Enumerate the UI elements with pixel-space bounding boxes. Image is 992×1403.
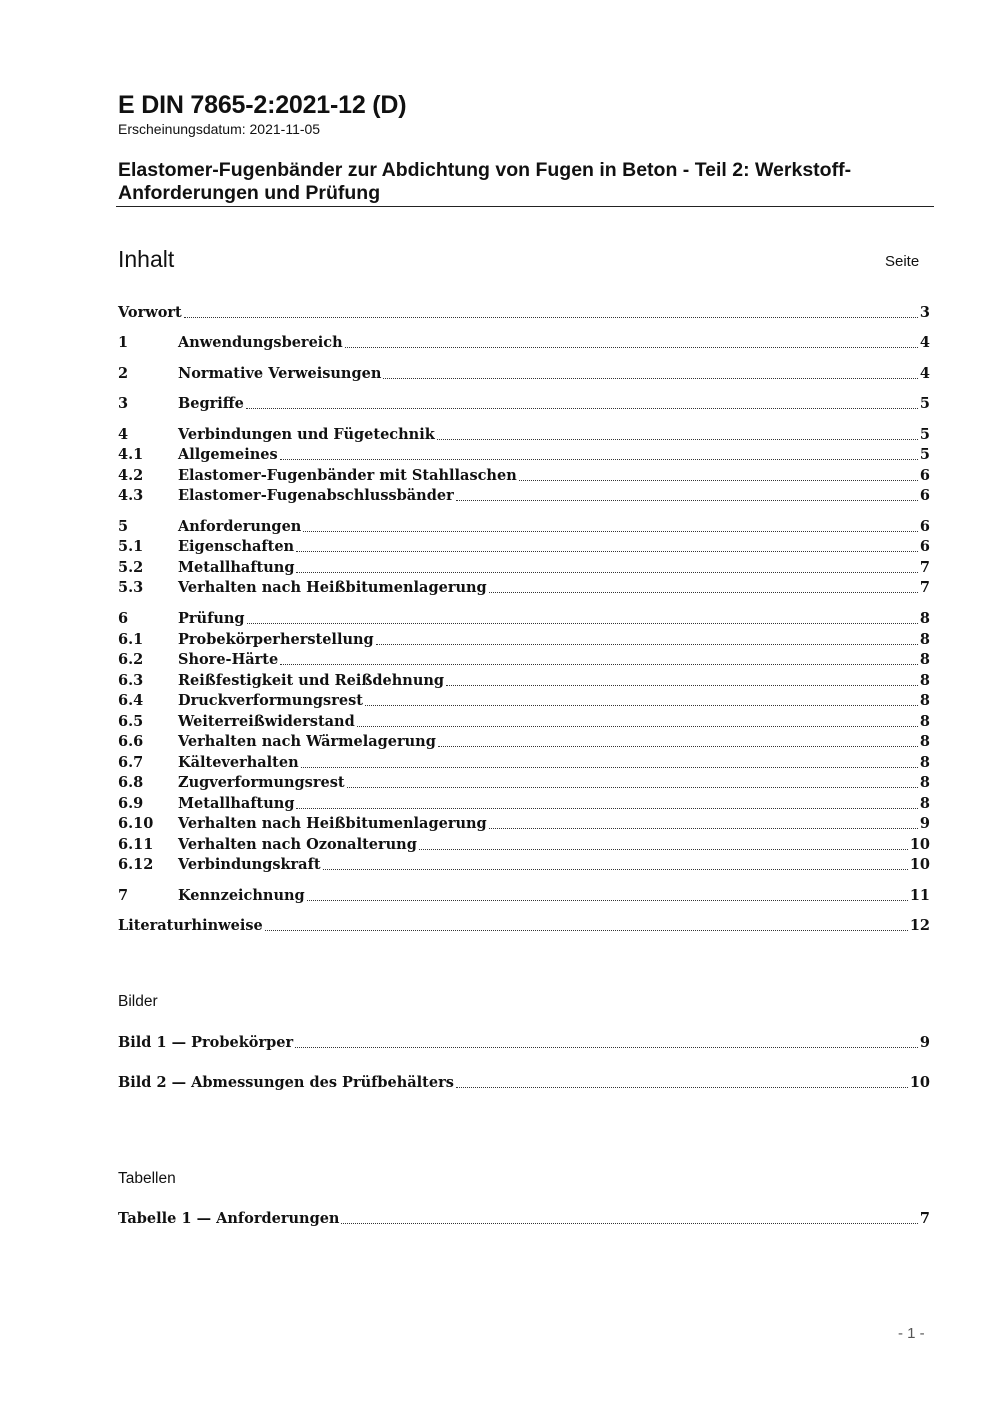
dot-leader [296,807,917,809]
toc-entry-page: 8 [919,733,930,750]
toc-entry-title: Verbindungen und Fügetechnik [178,426,435,443]
toc-entry-number: 6.3 [118,672,144,689]
toc-entry-6-9[interactable] [118,793,930,813]
table-entry-1[interactable] [118,1208,930,1228]
toc-entry-6-7[interactable] [118,752,930,772]
toc-entry-title: Eigenschaften [178,538,295,555]
figures-heading: Bilder [118,993,158,1010]
toc-entry-6-10[interactable] [118,813,930,833]
toc-entry-page: 6 [919,518,930,535]
dot-leader [296,571,917,573]
toc-entry-literaturhinweise[interactable] [118,915,930,935]
toc-entry-page: 8 [919,631,930,648]
toc-entry-number: 5 [118,518,129,535]
toc-entry-page: 10 [909,856,930,873]
title-divider [116,206,934,207]
toc-entry-title: Verhalten nach Heißbitumenlagerung [178,815,487,832]
dot-leader [246,407,918,409]
table-entry-page: 7 [919,1210,930,1227]
toc-entry-title: Druckverformungsrest [178,692,363,709]
dot-leader [341,1222,917,1224]
toc-heading: Inhalt [118,246,175,272]
toc-entry-title: Prüfung [178,610,245,627]
toc-entry-title: Anwendungsbereich [178,334,343,351]
dot-leader [307,899,908,901]
figure-entry-2[interactable] [118,1072,930,1092]
figure-entry-title: Bild 2 — Abmessungen des Prüfbehälters [118,1074,454,1091]
figure-entry-title: Bild 1 — Probekörper [118,1034,294,1051]
dot-leader [365,704,918,706]
dot-leader [383,377,918,379]
toc-entry-number: 6 [118,610,129,627]
toc-entry-5-1[interactable] [118,536,930,556]
toc-entry-title: Normative Verweisungen [178,365,382,382]
tables-heading: Tabellen [118,1170,176,1187]
toc-entry-page: 9 [919,815,930,832]
dot-leader [456,1086,908,1088]
toc-entry-title: Verhalten nach Heißbitumenlagerung [178,579,487,596]
toc-entry-6-8[interactable] [118,772,930,792]
toc-entry-page: 8 [919,795,930,812]
toc-entry-1[interactable] [118,332,930,352]
toc-entry-page: 5 [919,395,930,412]
publication-date: Erscheinungsdatum: 2021-11-05 [118,121,321,137]
toc-entry-title: Kälteverhalten [178,754,299,771]
toc-entry-page: 8 [919,774,930,791]
toc-entry-number: 6.6 [118,733,144,750]
toc-entry-number: 6.5 [118,713,144,730]
toc-entry-page: 8 [919,610,930,627]
toc-entry-page: 8 [919,651,930,668]
toc-entry-title: Vorwort [118,304,182,321]
toc-entry-page: 7 [919,579,930,596]
toc-entry-number: 6.12 [118,856,154,873]
toc-entry-number: 4.3 [118,487,144,504]
toc-entry-number: 1 [118,334,129,351]
page-number: - 1 - [898,1325,925,1342]
toc-entry-number: 6.7 [118,754,144,771]
toc-entry-4[interactable] [118,424,930,444]
dot-leader [265,929,908,931]
toc-entry-6-4[interactable] [118,690,930,710]
toc-entry-title: Elastomer-Fugenabschlussbänder [178,487,454,504]
toc-entry-title: Begriffe [178,395,244,412]
toc-entry-number: 5.1 [118,538,144,555]
document-title: Elastomer-Fugenbänder zur Abdichtung von Fugen in Beton - Teil 2: Werkstoff-Anforderungen und Prüfung [118,159,852,204]
toc-entry-6-12[interactable] [118,854,930,874]
toc-entry-title: Shore-Härte [178,651,279,668]
toc-entry-page: 5 [919,426,930,443]
toc-entry-5-3[interactable] [118,577,930,597]
toc-entry-title: Metallhaftung [178,559,295,576]
dot-leader [489,827,918,829]
toc-entry-page: 3 [919,304,930,321]
toc-entry-page: 8 [919,692,930,709]
toc-entry-page: 12 [909,917,930,934]
toc-entry-2[interactable] [118,363,930,383]
figure-entry-page: 9 [919,1034,930,1051]
dot-leader [347,786,918,788]
toc-entry-page: 6 [919,467,930,484]
toc-entry-7[interactable] [118,885,930,905]
toc-entry-title: Weiterreißwiderstand [178,713,355,730]
toc-entry-number: 6.4 [118,692,144,709]
toc-entry-title: Kennzeichnung [178,887,305,904]
toc-entry-page: 10 [909,836,930,853]
toc-entry-page: 4 [919,334,930,351]
toc-entry-number: 5.3 [118,579,144,596]
toc-entry-title: Zugverformungsrest [178,774,345,791]
document-id: E DIN 7865-2:2021-12 (D) [118,91,407,119]
toc-entry-title: Elastomer-Fugenbänder mit Stahllaschen [178,467,517,484]
toc-entry-title: Verhalten nach Ozonalterung [178,836,417,853]
toc-entry-number: 6.9 [118,795,144,812]
dot-leader [303,530,918,532]
toc-entry-number: 5.2 [118,559,144,576]
toc-entry-title: Reißfestigkeit und Reißdehnung [178,672,445,689]
dot-leader [438,745,918,747]
toc-entry-page: 6 [919,487,930,504]
dot-leader [345,346,918,348]
toc-entry-title: Metallhaftung [178,795,295,812]
toc-entry-title: Probekörperherstellung [178,631,374,648]
toc-entry-page: 11 [909,887,930,904]
toc-entry-4-1[interactable] [118,444,930,464]
toc-entry-page: 8 [919,754,930,771]
toc-entry-number: 3 [118,395,129,412]
toc-entry-page: 6 [919,538,930,555]
dot-leader [446,684,918,686]
toc-entry-5-2[interactable] [118,557,930,577]
toc-entry-number: 6.2 [118,651,144,668]
toc-entry-number: 2 [118,365,129,382]
toc-entry-number: 6.8 [118,774,144,791]
toc-entry-number: 6.1 [118,631,144,648]
dot-leader [323,868,908,870]
dot-leader [456,499,918,501]
figure-entry-page: 10 [909,1074,930,1091]
toc-entry-number: 6.10 [118,815,154,832]
toc-page-column-label: Seite [885,253,920,270]
dot-leader [437,438,918,440]
toc-entry-number: 7 [118,887,129,904]
toc-entry-title: Anforderungen [178,518,302,535]
toc-entry-page: 7 [919,559,930,576]
dot-leader [419,848,908,850]
toc-entry-5[interactable] [118,516,930,536]
dot-leader [295,1046,918,1048]
toc-entry-title: Allgemeines [178,446,278,463]
toc-entry-6[interactable] [118,608,930,628]
toc-entry-6-1[interactable] [118,629,930,649]
toc-entry-6-2[interactable] [118,649,930,669]
toc-entry-4-2[interactable] [118,465,930,485]
figure-entry-1[interactable] [118,1032,930,1052]
dot-leader [489,591,918,593]
toc-entry-page: 8 [919,713,930,730]
dot-leader [519,479,918,481]
toc-entry-page: 4 [919,365,930,382]
dot-leader [184,316,918,318]
dot-leader [280,663,918,665]
dot-leader [376,643,918,645]
toc-entry-page: 8 [919,672,930,689]
toc-entry-page: 5 [919,446,930,463]
dot-leader [280,458,918,460]
toc-entry-6-6[interactable] [118,731,930,751]
toc-entry-number: 6.11 [118,836,154,853]
dot-leader [301,766,918,768]
toc-entry-number: 4.2 [118,467,144,484]
toc-entry-title: Verhalten nach Wärmelagerung [178,733,436,750]
toc-entry-number: 4.1 [118,446,144,463]
dot-leader [296,550,918,552]
dot-leader [247,622,918,624]
table-entry-title: Tabelle 1 — Anforderungen [118,1210,340,1227]
toc-entry-6-3[interactable] [118,670,930,690]
toc-entry-4-3[interactable] [118,485,930,505]
toc-entry-6-5[interactable] [118,711,930,731]
toc-entry-3[interactable] [118,393,930,413]
toc-entry-title: Verbindungskraft [178,856,321,873]
dot-leader [357,725,918,727]
toc-entry-vorwort[interactable] [118,302,930,322]
toc-entry-6-11[interactable] [118,834,930,854]
toc-entry-number: 4 [118,426,129,443]
toc-entry-title: Literaturhinweise [118,917,263,934]
